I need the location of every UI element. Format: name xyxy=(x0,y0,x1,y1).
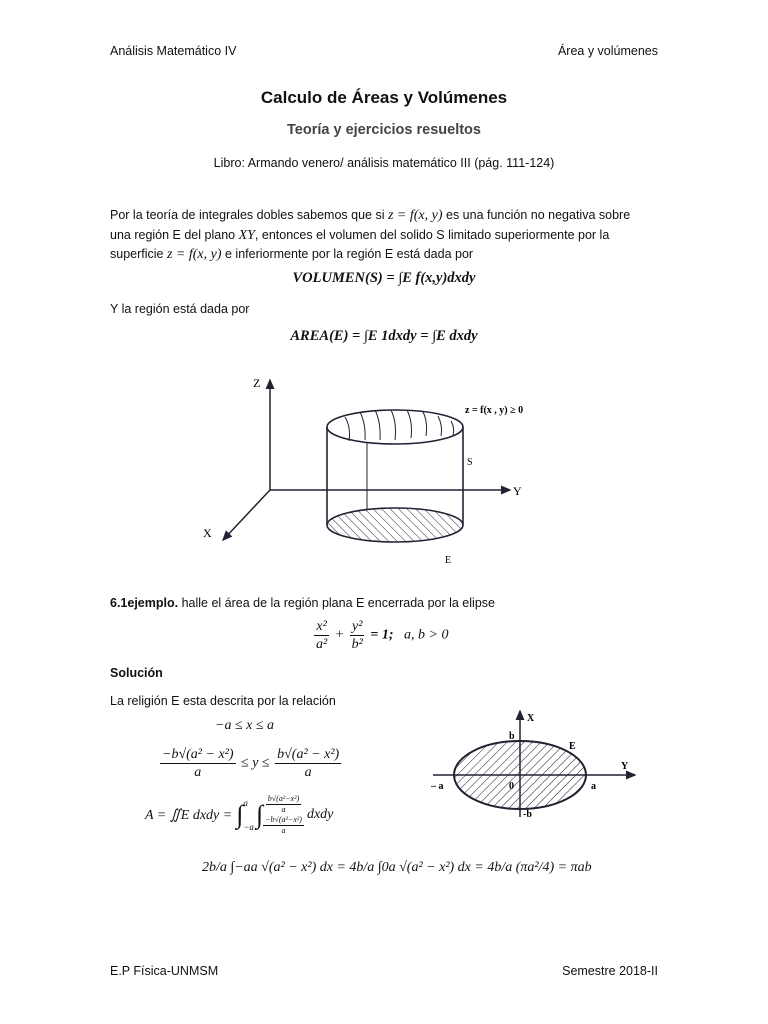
inner-lower-den: a xyxy=(281,826,286,835)
footer-left: E.P Física-UNMSM xyxy=(110,964,219,978)
intro-l2m: XY xyxy=(238,227,255,243)
area-integral-tail: dxdy xyxy=(306,807,334,822)
page-subtitle: Teoría y ejercicios resueltos xyxy=(287,122,481,138)
outer-lower: −a xyxy=(243,822,254,832)
cylinder-figure xyxy=(195,365,575,575)
fig2-a-left: – a xyxy=(431,781,444,792)
inner-lower-num: −b√(a²−x²) xyxy=(265,815,302,824)
inequality-x: −a ≤ x ≤ a xyxy=(215,718,275,733)
ellipse-y: y xyxy=(352,619,359,634)
example-statement xyxy=(110,594,495,613)
fig2-e-label: E xyxy=(569,741,576,752)
book-reference: Libro: Armando venero/ análisis matemático III (pág. 111-124) xyxy=(213,156,555,170)
intro-l1b: es una función no negativa sobre xyxy=(442,208,631,222)
ineq-right-num: b√(a² − x²) xyxy=(277,747,340,762)
solid-label: S xyxy=(467,457,473,468)
example-label: 6.1ejemplo. xyxy=(110,596,179,610)
intro-l2b: , entonces el volumen del solido S limitado superiormente por la xyxy=(254,227,610,242)
ellipse-figure xyxy=(425,705,650,820)
x-axis xyxy=(223,490,270,540)
inequality-y xyxy=(158,746,343,781)
ineq-right-den: a xyxy=(304,765,312,780)
page-title: Calculo de Áreas y Volúmenes xyxy=(260,88,508,107)
intro-l3a: superficie xyxy=(110,247,167,261)
base-region xyxy=(327,508,463,542)
x-label: X xyxy=(203,526,212,540)
intro-l2a: una región E del plano xyxy=(110,227,239,242)
ineq-mid: ≤ y ≤ xyxy=(241,755,270,771)
inner-upper-den: a xyxy=(281,805,286,814)
intro-paragraph xyxy=(110,206,670,265)
area-integral-lhs: A = ∬E dxdy = xyxy=(145,807,233,823)
surface-label: z = f(x , y) ≥ 0 xyxy=(465,405,524,416)
area-integral: A = ∬E dxdy = ∫ a −a ∫ $\frac{\text{b√(a²−x²)}}{a}$ $\frac{\text{−b√(a²−x²)}}{a}$ dxdy xyxy=(145,794,334,835)
fig2-a-right: a xyxy=(591,781,596,792)
area-equation: AREA(E) = ∫E 1dxdy = ∫E dxdy xyxy=(290,328,478,344)
inner-upper-num: b√(a²−x²) xyxy=(267,794,300,803)
example-text: halle el área de la región plana E encerrada por la elipse xyxy=(178,596,495,610)
final-result: 2b/a ∫−aa √(a² − x²) dx = 4b/a ∫0a √(a² − x²) dx = 4b/a (πa²/4) = πab xyxy=(202,860,592,875)
outer-upper: a xyxy=(243,798,248,808)
fig2-origin: 0 xyxy=(509,781,514,792)
fig2-b-bottom: -b xyxy=(523,809,532,820)
intro-l1m: z = f(x, y) xyxy=(387,208,443,223)
ellipse-rhs: = 1; xyxy=(370,627,394,643)
relation-text: La religión E esta descrita por la relación xyxy=(110,694,336,708)
ellipse-a: a xyxy=(316,637,323,652)
fig2-y-label: Y xyxy=(621,761,629,772)
footer-right: Semestre 2018-II xyxy=(562,964,658,978)
ellipse-b: b xyxy=(351,637,359,652)
volume-equation: VOLUMEN(S) = ∫E f(x,y)dxdy xyxy=(292,270,476,286)
fig2-b-top: b xyxy=(509,731,515,742)
intro-l1a: Por la teoría de integrales dobles sabemos que si xyxy=(110,208,385,222)
region-label: E xyxy=(445,555,452,566)
ellipse-x: x xyxy=(316,619,323,634)
intro-l3b: e inferiormente por la región E está dada por xyxy=(221,247,474,261)
solution-heading: Solución xyxy=(110,666,163,680)
y-label: Y xyxy=(513,484,522,498)
ellipse-condition: a, b > 0 xyxy=(404,627,449,643)
header-left: Análisis Matemático IV xyxy=(110,44,237,58)
region-text: Y la región está dada por xyxy=(110,302,250,316)
intro-l3m: z = f(x, y) xyxy=(166,247,222,262)
header-right: Área y volúmenes xyxy=(557,44,658,58)
ineq-left-den: a xyxy=(194,765,202,780)
ellipse-equation: $\frac{\text{x²}}{\text{a²}}$ + $\frac{\text{y²}}{\text{b²}}$ = 1; a, b > 0 xyxy=(316,619,449,652)
fig2-x-label: X xyxy=(527,713,535,724)
z-label: Z xyxy=(253,376,261,390)
ineq-left-num: −b√(a² − x²) xyxy=(162,747,234,762)
